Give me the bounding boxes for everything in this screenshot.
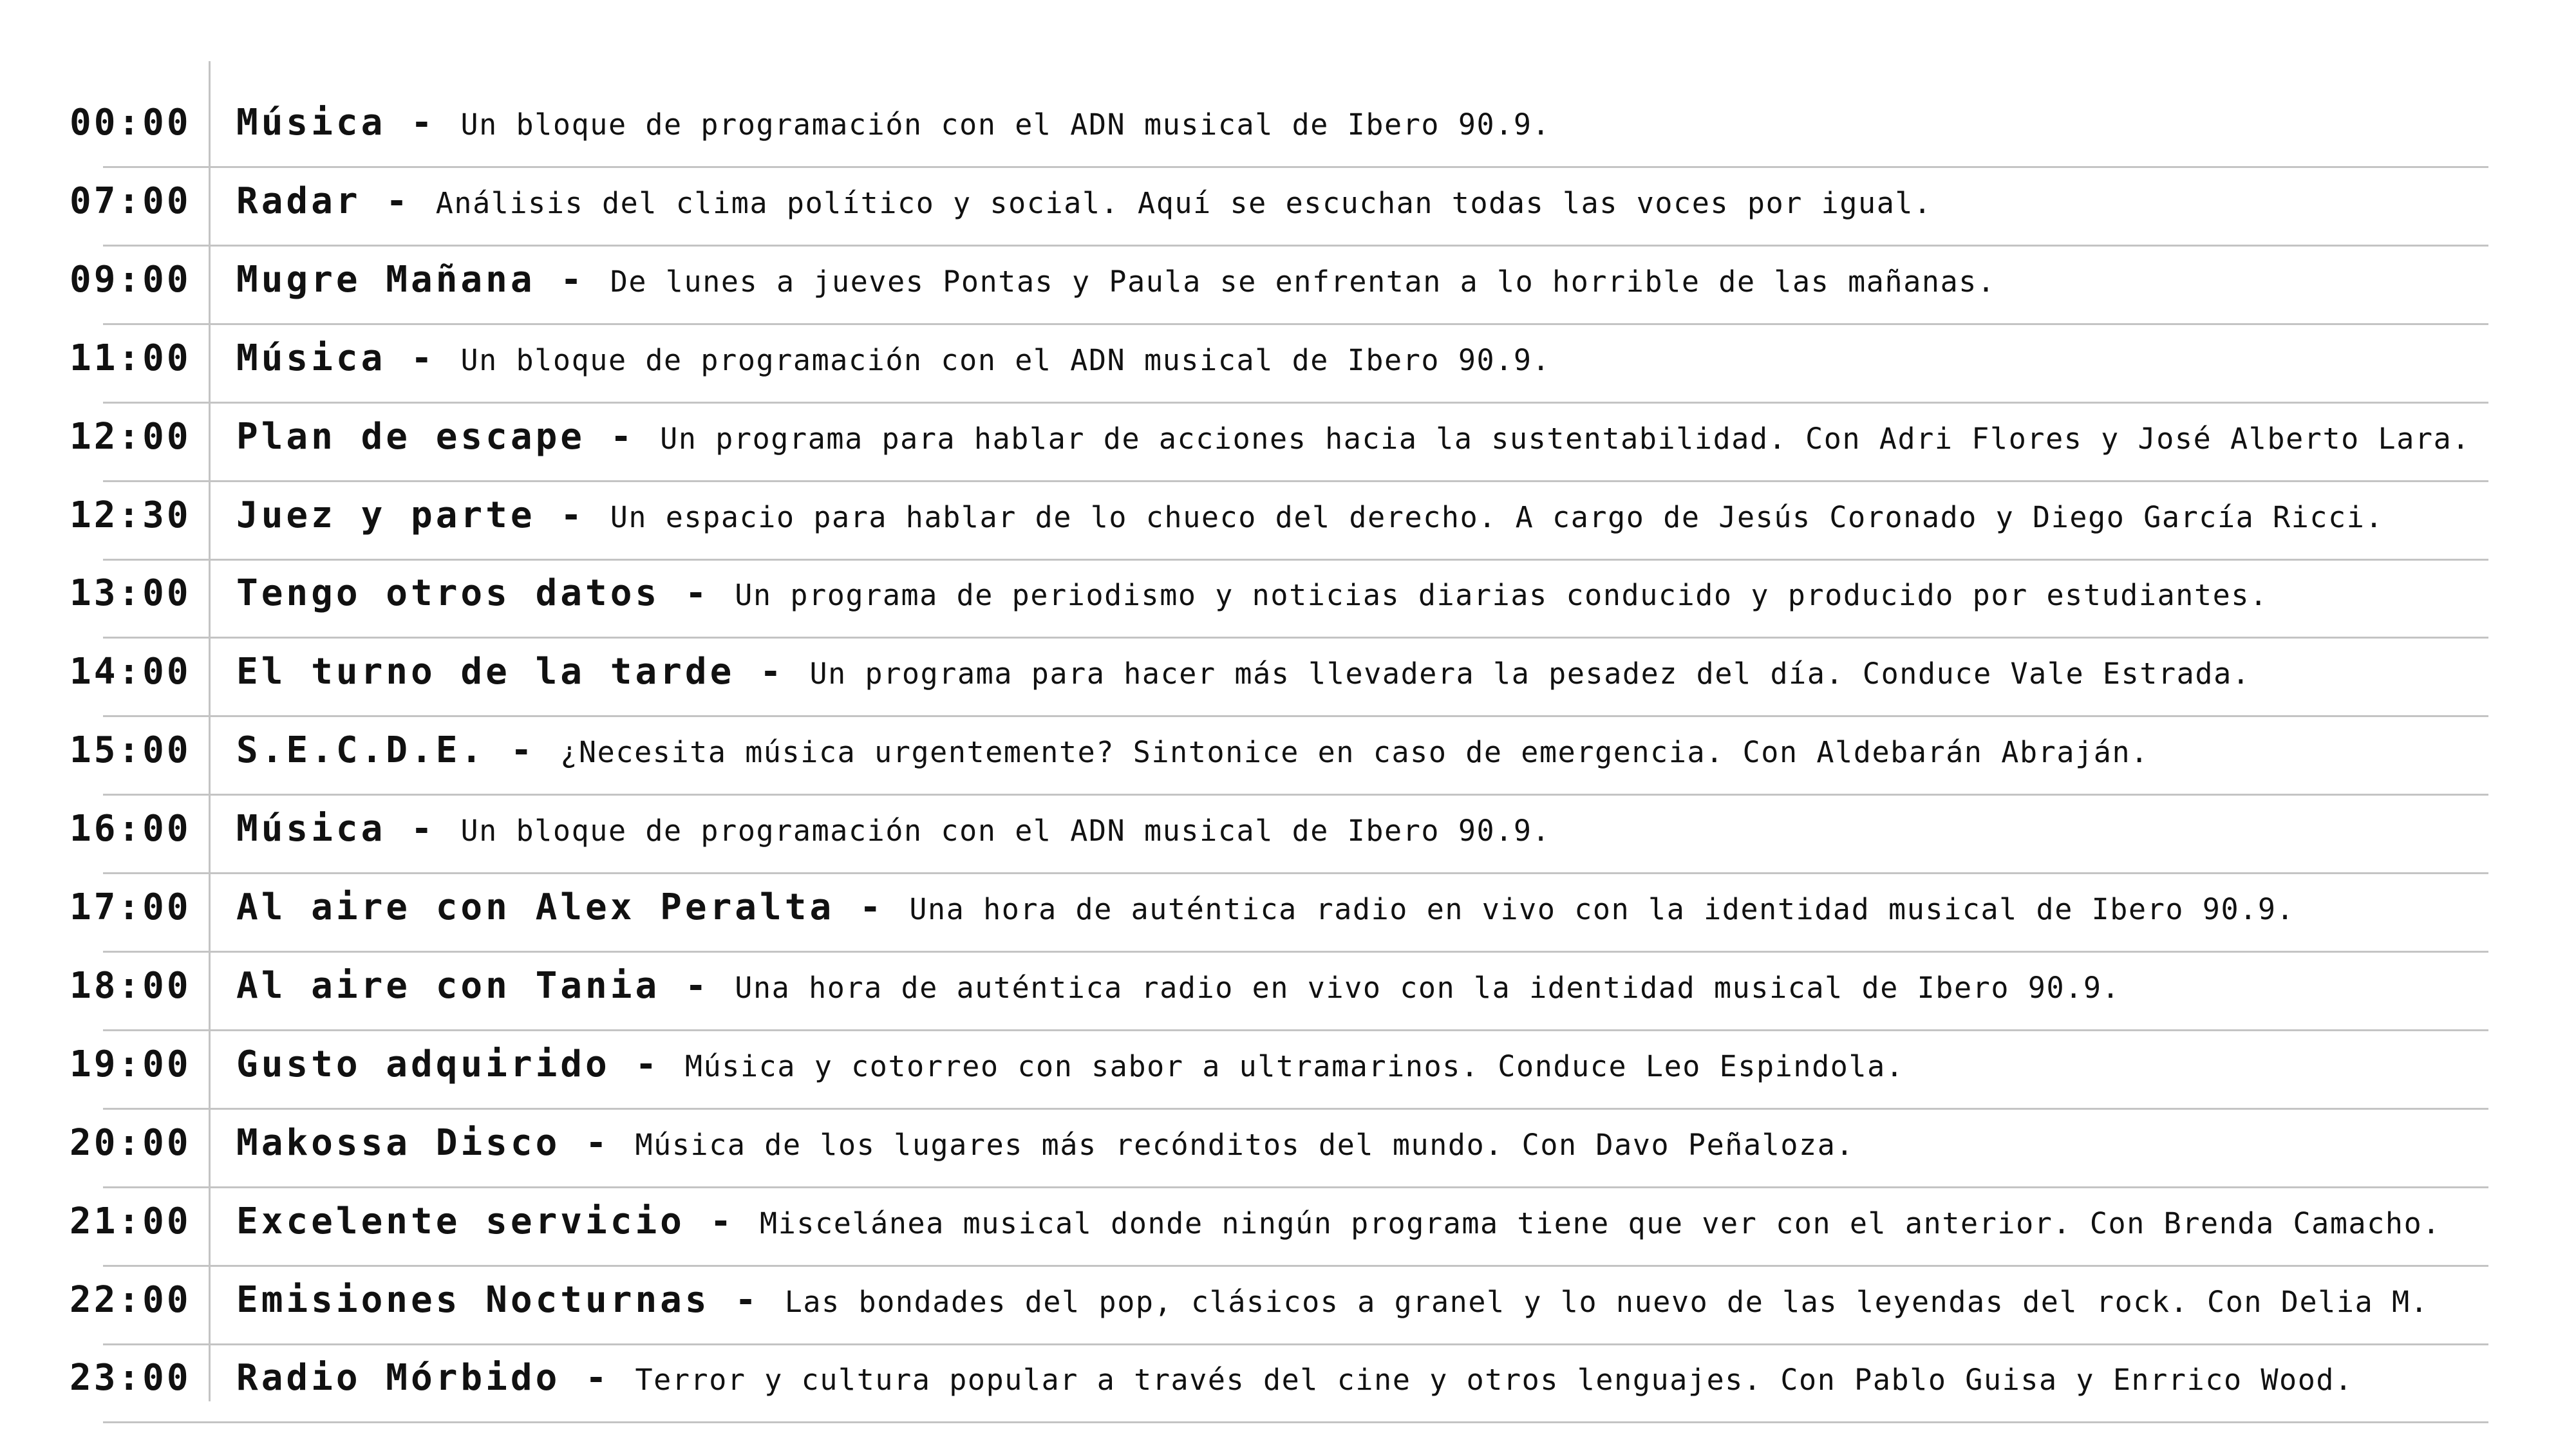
program-title: Radio Mórbido - bbox=[236, 1357, 635, 1399]
program-description: Un programa para hacer más llevadera la pesadez del día. Conduce Vale Estrada. bbox=[809, 657, 2251, 691]
program-title: Música - bbox=[236, 102, 461, 144]
program-description: Un bloque de programación con el ADN musical de Ibero 90.9. bbox=[460, 343, 1551, 377]
schedule-row bbox=[0, 711, 2576, 789]
program-description: Análisis del clima político y social. Aquí se escuchan todas las voces por igual. bbox=[435, 186, 1932, 220]
program-title: Música - bbox=[236, 337, 461, 379]
schedule-time: 21:00 bbox=[70, 1201, 191, 1242]
schedule-entry bbox=[236, 84, 1550, 162]
schedule-row bbox=[0, 868, 2576, 946]
schedule-row bbox=[0, 319, 2576, 397]
schedule-row bbox=[0, 947, 2576, 1025]
schedule-time: 17:00 bbox=[70, 886, 191, 928]
schedule-entry bbox=[236, 790, 1550, 868]
program-description: Un bloque de programación con el ADN musical de Ibero 90.9. bbox=[460, 108, 1551, 142]
schedule-time: 12:30 bbox=[70, 494, 191, 536]
schedule-time: 16:00 bbox=[70, 808, 191, 850]
schedule-entry bbox=[236, 1104, 1854, 1182]
row-divider bbox=[103, 1421, 2488, 1423]
schedule-entry bbox=[236, 947, 2120, 1025]
schedule-entry bbox=[236, 241, 1996, 319]
schedule-entry bbox=[236, 711, 2149, 789]
schedule-row bbox=[0, 1339, 2576, 1417]
schedule-time: 22:00 bbox=[70, 1279, 191, 1321]
program-title: Música - bbox=[236, 808, 461, 850]
schedule-time: 07:00 bbox=[70, 180, 191, 222]
schedule-time: 12:00 bbox=[70, 416, 191, 458]
schedule-row bbox=[0, 162, 2576, 240]
program-description: De lunes a jueves Pontas y Paula se enfrentan a lo horrible de las mañanas. bbox=[610, 265, 1996, 299]
schedule-row bbox=[0, 790, 2576, 868]
program-title: Plan de escape - bbox=[236, 416, 661, 458]
schedule-entry bbox=[236, 476, 2383, 554]
program-title: Mugre Mañana - bbox=[236, 259, 610, 301]
program-title: Gusto adquirido - bbox=[236, 1043, 685, 1085]
schedule-entry bbox=[236, 398, 2470, 476]
program-description: Un bloque de programación con el ADN musical de Ibero 90.9. bbox=[460, 814, 1551, 848]
schedule-row bbox=[0, 633, 2576, 711]
program-description: Un programa de periodismo y noticias diarias conducido y producido por estudiantes. bbox=[735, 578, 2268, 612]
schedule-time: 13:00 bbox=[70, 572, 191, 614]
program-title: S.E.C.D.E. - bbox=[236, 729, 561, 771]
program-description: Un espacio para hablar de lo chueco del derecho. A cargo de Jesús Coronado y Diego García Ricci. bbox=[610, 500, 2384, 534]
schedule-time: 20:00 bbox=[70, 1122, 191, 1164]
program-title: Tengo otros datos - bbox=[236, 572, 735, 614]
schedule-row bbox=[0, 476, 2576, 554]
program-title: Juez y parte - bbox=[236, 494, 610, 536]
schedule-row bbox=[0, 84, 2576, 162]
schedule-time: 11:00 bbox=[70, 337, 191, 379]
program-title: Emisiones Nocturnas - bbox=[236, 1279, 785, 1321]
schedule-time: 14:00 bbox=[70, 651, 191, 693]
schedule-time: 23:00 bbox=[70, 1357, 191, 1399]
program-title: Excelente servicio - bbox=[236, 1201, 760, 1242]
program-title: Al aire con Alex Peralta - bbox=[236, 886, 910, 928]
schedule-entry bbox=[236, 1183, 2441, 1260]
program-description: Música de los lugares más recónditos del mundo. Con Davo Peñaloza. bbox=[635, 1128, 1855, 1162]
program-title: Al aire con Tania - bbox=[236, 965, 735, 1007]
schedule-row bbox=[0, 1183, 2576, 1260]
schedule-row bbox=[0, 241, 2576, 319]
program-description: Terror y cultura popular a través del cine y otros lenguajes. Con Pablo Guisa y Enrrico Wood. bbox=[635, 1363, 2353, 1397]
schedule-time: 18:00 bbox=[70, 965, 191, 1007]
schedule-entry bbox=[236, 1025, 1904, 1103]
program-description: Un programa para hablar de acciones hacia la sustentabilidad. Con Adri Flores y José Alberto Lara. bbox=[660, 422, 2470, 456]
program-title: Makossa Disco - bbox=[236, 1122, 635, 1164]
schedule-entry bbox=[236, 1339, 2353, 1417]
schedule-row bbox=[0, 1261, 2576, 1339]
program-description: Miscelánea musical donde ningún programa tiene que ver con el anterior. Con Brenda Camacho. bbox=[760, 1206, 2441, 1240]
schedule-entry bbox=[236, 554, 2268, 632]
schedule-entry bbox=[236, 162, 1932, 240]
schedule-entry bbox=[236, 1261, 2429, 1339]
schedule-entry bbox=[236, 868, 2295, 946]
schedule-time: 00:00 bbox=[70, 102, 191, 144]
program-description: Música y cotorreo con sabor a ultramarinos. Conduce Leo Espindola. bbox=[684, 1049, 1904, 1083]
program-description: ¿Necesita música urgentemente? Sintonice en caso de emergencia. Con Aldebarán Abraján. bbox=[560, 735, 2149, 769]
program-title: Radar - bbox=[236, 180, 436, 222]
schedule-time: 19:00 bbox=[70, 1043, 191, 1085]
schedule-time: 15:00 bbox=[70, 729, 191, 771]
schedule-row bbox=[0, 398, 2576, 476]
schedule-row bbox=[0, 554, 2576, 632]
schedule-entry bbox=[236, 633, 2250, 711]
schedule-entry bbox=[236, 319, 1550, 397]
program-description: Una hora de auténtica radio en vivo con la identidad musical de Ibero 90.9. bbox=[909, 892, 2295, 926]
schedule-time: 09:00 bbox=[70, 259, 191, 301]
schedule-row bbox=[0, 1025, 2576, 1103]
schedule-row bbox=[0, 1104, 2576, 1182]
program-description: Una hora de auténtica radio en vivo con la identidad musical de Ibero 90.9. bbox=[735, 971, 2121, 1005]
program-description: Las bondades del pop, clásicos a granel y lo nuevo de las leyendas del rock. Con Delia M. bbox=[784, 1285, 2429, 1319]
program-title: El turno de la tarde - bbox=[236, 651, 810, 693]
